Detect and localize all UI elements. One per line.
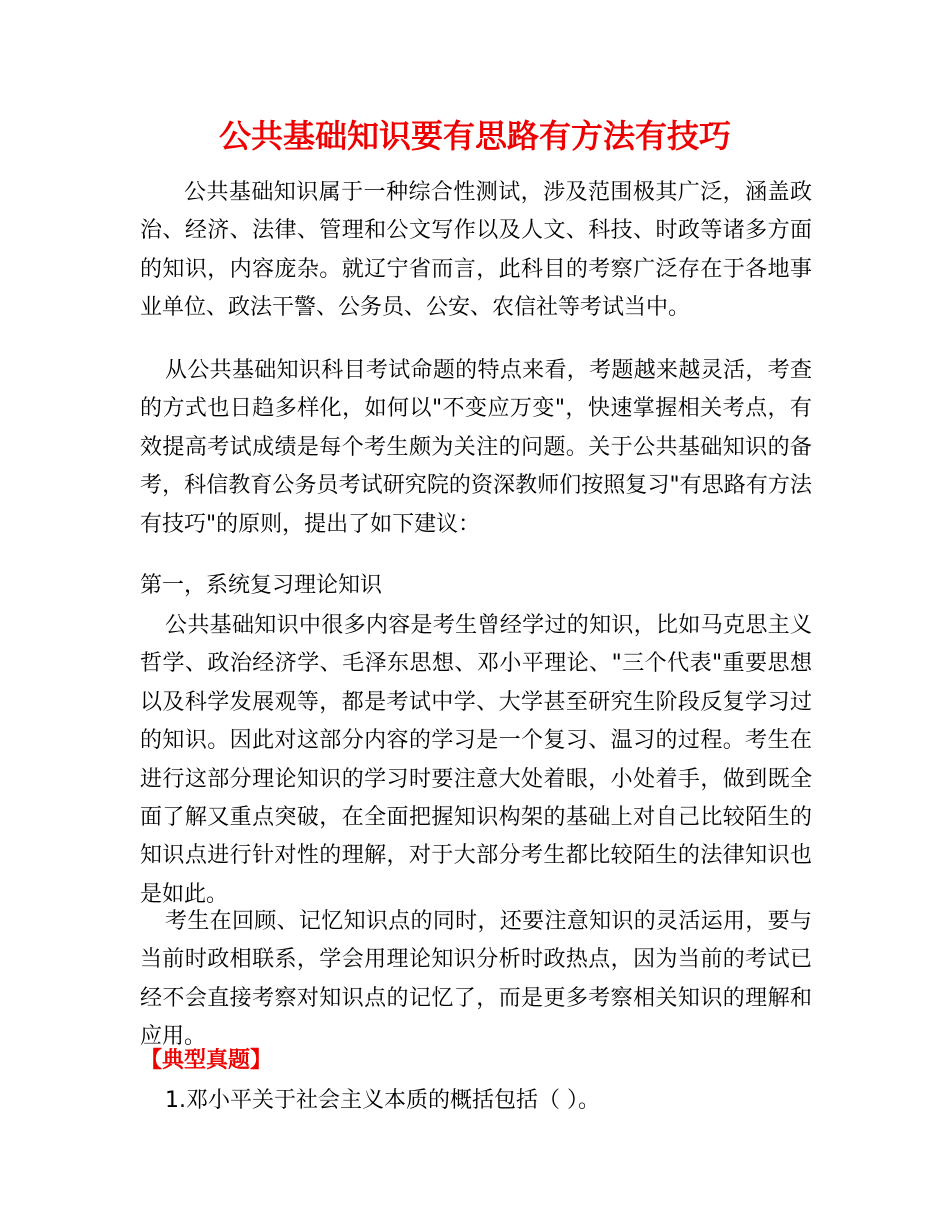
document-title: 公共基础知识要有思路有方法有技巧	[218, 117, 731, 155]
typical-questions-heading: 【典型真题】	[140, 1048, 273, 1073]
question-item: 1.邓小平关于社会主义本质的概括包括（ ）。	[165, 1088, 600, 1113]
section-heading-first: 第一，系统复习理论知识	[140, 573, 383, 598]
paragraph-theory-review: 公共基础知识中很多内容是考生曾经学过的知识，比如马克思主义哲学、政治经济学、毛泽东思想、邓小平理论、"三个代表"重要思想以及科学发展观等，都是考试中学、大学甚至研究生阶段反复学习过的知识。因此对这部分内容的学习是一个复习、温习的过程。考生在进行这部分理论知识的学习时要注意大处着眼，小处着手，做到既全面了解又重点突破，在全面把握知识构架的基础上对自己比较陌生的知识点进行针对性的理解，对于大部分考生都比较陌生的法律知识也是如此。	[140, 613, 812, 907]
paragraph-application: 考生在回顾、记忆知识点的同时，还要注意知识的灵活运用，要与当前时政相联系，学会用理论知识分析时政热点，因为当前的考试已经不会直接考察对知识点的记忆了，而是更多考察相关知识的理解和应用。	[140, 909, 812, 1050]
paragraph-intro: 公共基础知识属于一种综合性测试，涉及范围极其广泛，涵盖政治、经济、法律、管理和公文写作以及人文、科技、时政等诸多方面的知识，内容庞杂。就辽宁省而言，此科目的考察广泛存在于各地事业单位、政法干警、公务员、公安、农信社等考试当中。	[140, 180, 812, 321]
paragraph-exam-features: 从公共基础知识科目考试命题的特点来看，考题越来越灵活，考查的方式也日趋多样化，如何以"不变应万变"，快速掌握相关考点，有效提高考试成绩是每个考生颇为关注的问题。关于公共基础知识的备考，科信教育公务员考试研究院的资深教师们按照复习"有思路有方法有技巧"的原则，提出了如下建议：	[140, 358, 812, 537]
